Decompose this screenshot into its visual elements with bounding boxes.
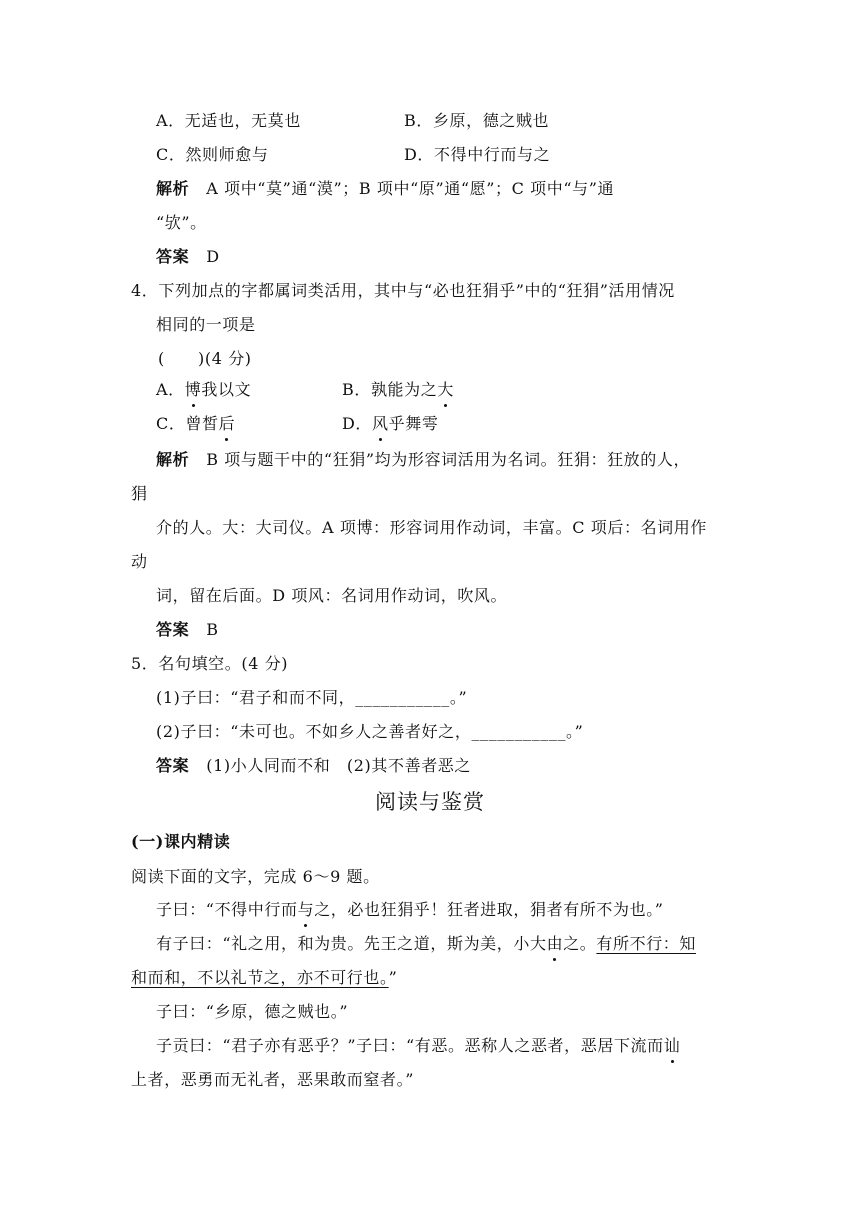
q3-option-c: C．然则师愈与 [156,145,269,164]
q4-stem: 4．下列加点的字都属词类活用，其中与“必也狂狷乎”中的“狂狷”活用情况 [131,281,675,300]
q4-option-d [342,412,438,436]
passage-text: 有子曰：“礼之用，和为贵。先王之道，斯为美，小大 [156,934,547,953]
passage-paragraph-4 [156,1034,680,1058]
q5-item-2: (2)子曰：“未可也。不如乡人之善者好之，___________。” [156,722,584,741]
passage-paragraph-4-cont: 上者，恶勇而无礼者，恶果敢而窒者。” [131,1070,414,1089]
option-text: B．孰能为之 [342,380,438,399]
q4-option-c [156,412,235,436]
q4-answer [156,618,219,642]
q5-answer [156,754,471,778]
analysis-label: 解析 [156,450,190,469]
q5-stem: 5．名句填空。(4 分) [131,654,289,673]
q3-analysis-text-1: A 项中“莫”通“漠”；B 项中“原”通“愿”；C 项中“与”通 [206,179,615,198]
option-text: 乎舞雩 [388,414,439,433]
q3-option-b: B．乡原，德之贼也 [404,111,550,130]
section-title: 阅读与鉴赏 [375,790,485,814]
underlined-sentence: 有所不行：知 [596,934,697,953]
q3-analysis [156,177,614,201]
q4-analysis [156,448,690,472]
q5-item-1: (1)子曰：“君子和而不同，___________。” [156,688,468,707]
option-letter: A． [156,380,185,399]
q4-analysis-text-2: 介的人。大：大司仪。A 项博：形容词用作动词，丰富。C 项后：名词用作 [156,518,707,537]
option-text: C．曾皙 [156,414,219,433]
answer-label: 答案 [156,756,190,775]
q3-answer [156,245,220,269]
answer-label: 答案 [156,620,190,639]
section-subtitle: (一)课内精读 [131,832,231,851]
passage-text: ” [388,968,398,987]
section-instruction: 阅读下面的文字，完成 6～9 题。 [131,867,380,886]
passage-paragraph-2-cont [131,966,397,990]
passage-paragraph-1 [156,898,664,922]
passage-text: 之。 [563,934,597,953]
q4-stem-cont: 相同的一项是 [156,315,256,334]
passage-paragraph-2 [156,932,696,956]
dotted-char: 大 [437,378,454,402]
dotted-char: 风 [372,412,389,436]
dotted-char: 博 [185,378,202,402]
q4-option-a [156,378,251,402]
dotted-char: 由 [547,932,564,956]
answer-value: B [206,620,219,639]
passage-text: 子曰：“不得中行而 [156,900,298,919]
answer-value: (1)小人同而不和 (2)其不善者恶之 [206,756,471,775]
q3-analysis-cont: “欤”。 [156,213,207,232]
q3-option-a: A．无适也，无莫也 [156,111,301,130]
q4-analysis-text-1: B 项与题干中的“狂狷”均为形容词活用为名词。狂狷：狂放的人， [206,450,691,469]
q4-analysis-wrap-1: 狷 [131,484,148,503]
q4-score: ( )(4 分) [158,349,252,368]
dotted-char: 后 [219,412,236,436]
dotted-char: 讪 [664,1034,681,1058]
q4-analysis-wrap-2: 动 [131,552,148,571]
passage-text: 子贡曰：“君子亦有恶乎？”子曰：“有恶。恶称人之恶者，恶居下流而 [156,1036,664,1055]
q4-option-b [342,378,454,402]
dotted-char: 与 [298,898,315,922]
q4-analysis-text-3: 词，留在后面。D 项风：名词用作动词，吹风。 [156,586,508,605]
analysis-label: 解析 [156,179,190,198]
underlined-sentence: 和而和，不以礼节之，亦不可行也。 [131,968,389,987]
answer-label: 答案 [156,247,190,266]
passage-text: 之，必也狂狷乎！狂者进取，狷者有所不为也。” [314,900,664,919]
option-text: 我以文 [201,380,252,399]
answer-value: D [206,247,220,266]
q3-option-d: D．不得中行而与之 [404,145,551,164]
passage-paragraph-3: 子曰：“乡原，德之贼也。” [156,1002,349,1021]
option-letter: D． [342,414,373,433]
